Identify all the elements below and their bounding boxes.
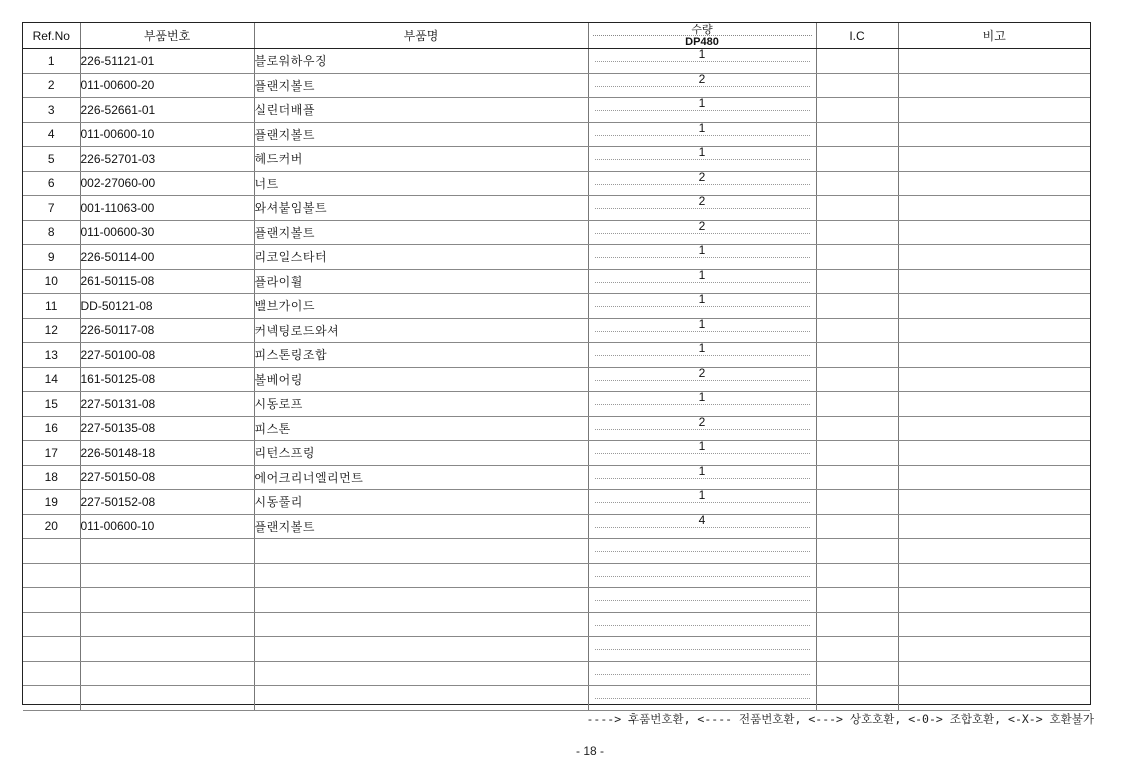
- ic-cell: [816, 686, 898, 711]
- ic-cell: [816, 49, 898, 74]
- ref-no-cell: 8: [23, 220, 80, 245]
- part-name-cell: [254, 563, 588, 588]
- part-name-header: 부품명: [254, 23, 588, 49]
- part-number-cell: 227-50131-08: [80, 392, 254, 417]
- remarks-cell: [898, 122, 1090, 147]
- quantity-value: 2: [698, 416, 706, 429]
- ref-no-cell: 6: [23, 171, 80, 196]
- part-name-cell: [254, 661, 588, 686]
- remarks-cell: [898, 269, 1090, 294]
- table-row: [23, 661, 1090, 686]
- remarks-cell: [898, 686, 1090, 711]
- table-row: [23, 318, 1090, 343]
- quantity-cell: [588, 612, 816, 637]
- ref-no-cell: [23, 588, 80, 613]
- part-name-cell: 피스톤링조합: [254, 343, 588, 368]
- remarks-cell: [898, 49, 1090, 74]
- dotted-divider: [595, 257, 810, 258]
- part-number-cell: [80, 661, 254, 686]
- table-row: [23, 392, 1090, 417]
- table-row: [23, 294, 1090, 319]
- ic-cell: [816, 245, 898, 270]
- quantity-value: 2: [698, 73, 706, 86]
- part-name-cell: 플랜지볼트: [254, 73, 588, 98]
- quantity-value: 1: [698, 48, 706, 61]
- table-row: [23, 416, 1090, 441]
- ref-no-cell: 12: [23, 318, 80, 343]
- ref-no-cell: 5: [23, 147, 80, 172]
- ref-no-cell: 4: [23, 122, 80, 147]
- ic-cell: [816, 122, 898, 147]
- dotted-divider: [595, 404, 810, 405]
- quantity-value: 1: [698, 318, 706, 331]
- part-number-cell: 002-27060-00: [80, 171, 254, 196]
- remarks-cell: [898, 392, 1090, 417]
- part-name-cell: 헤드커버: [254, 147, 588, 172]
- part-number-cell: 227-50150-08: [80, 465, 254, 490]
- ic-cell: [816, 563, 898, 588]
- ref-no-cell: [23, 539, 80, 564]
- table-row: [23, 637, 1090, 662]
- ic-cell: [816, 196, 898, 221]
- part-number-cell: 227-50100-08: [80, 343, 254, 368]
- remarks-cell: [898, 245, 1090, 270]
- model-label: DP480: [593, 35, 812, 48]
- dotted-divider: [595, 184, 810, 185]
- quantity-cell: [588, 367, 816, 392]
- quantity-value: 1: [698, 244, 706, 257]
- dotted-divider: [595, 110, 810, 111]
- table-row: [23, 245, 1090, 270]
- ref-no-cell: 19: [23, 490, 80, 515]
- dotted-divider: [595, 600, 810, 601]
- ic-cell: [816, 171, 898, 196]
- ic-cell: [816, 441, 898, 466]
- ref-no-cell: 9: [23, 245, 80, 270]
- part-number-cell: [80, 539, 254, 564]
- remarks-header: 비고: [898, 23, 1090, 49]
- ic-cell: [816, 220, 898, 245]
- ref-no-cell: 17: [23, 441, 80, 466]
- quantity-header: [588, 23, 816, 49]
- quantity-cell: [588, 441, 816, 466]
- part-number-cell: 011-00600-10: [80, 122, 254, 147]
- table-row: [23, 122, 1090, 147]
- quantity-cell: [588, 98, 816, 123]
- quantity-cell: [588, 196, 816, 221]
- part-number-cell: 226-51121-01: [80, 49, 254, 74]
- quantity-cell: [588, 318, 816, 343]
- ref-no-cell: 7: [23, 196, 80, 221]
- ic-cell: [816, 612, 898, 637]
- table-row: [23, 441, 1090, 466]
- part-name-cell: 볼베어링: [254, 367, 588, 392]
- dotted-divider: [595, 649, 810, 650]
- ic-cell: [816, 147, 898, 172]
- quantity-cell: [588, 147, 816, 172]
- quantity-cell: [588, 416, 816, 441]
- table-row: [23, 73, 1090, 98]
- quantity-cell: [588, 661, 816, 686]
- ic-cell: [816, 294, 898, 319]
- part-name-cell: 너트: [254, 171, 588, 196]
- part-name-cell: [254, 588, 588, 613]
- dotted-divider: [595, 453, 810, 454]
- remarks-cell: [898, 539, 1090, 564]
- dotted-divider: [595, 135, 810, 136]
- ref-no-header: Ref.No: [23, 23, 80, 49]
- ref-no-cell: 10: [23, 269, 80, 294]
- ref-no-cell: 16: [23, 416, 80, 441]
- ic-cell: [816, 588, 898, 613]
- ref-no-cell: 1: [23, 49, 80, 74]
- ref-no-cell: 14: [23, 367, 80, 392]
- dotted-divider: [595, 331, 810, 332]
- part-number-cell: [80, 588, 254, 613]
- ref-no-cell: [23, 637, 80, 662]
- dotted-divider: [595, 282, 810, 283]
- quantity-cell: [588, 686, 816, 711]
- part-name-cell: 커넥팅로드와셔: [254, 318, 588, 343]
- ic-cell: [816, 514, 898, 539]
- table-row: [23, 196, 1090, 221]
- table-row: [23, 171, 1090, 196]
- ref-no-cell: [23, 563, 80, 588]
- part-name-cell: [254, 612, 588, 637]
- ref-no-cell: 13: [23, 343, 80, 368]
- quantity-value: 1: [698, 440, 706, 453]
- quantity-cell: [588, 539, 816, 564]
- dotted-divider: [595, 380, 810, 381]
- remarks-cell: [898, 220, 1090, 245]
- remarks-cell: [898, 343, 1090, 368]
- quantity-cell: [588, 49, 816, 74]
- ic-cell: [816, 73, 898, 98]
- quantity-value: 1: [698, 465, 706, 478]
- page-number: - 18 -: [575, 744, 604, 758]
- remarks-cell: [898, 465, 1090, 490]
- table-row: [23, 514, 1090, 539]
- ic-cell: [816, 318, 898, 343]
- quantity-value: 1: [698, 122, 706, 135]
- table-row: [23, 49, 1090, 74]
- quantity-value: 1: [698, 293, 706, 306]
- remarks-cell: [898, 563, 1090, 588]
- part-name-cell: 블로워하우징: [254, 49, 588, 74]
- dotted-divider: [595, 576, 810, 577]
- quantity-value: 1: [698, 269, 706, 282]
- part-number-cell: 001-11063-00: [80, 196, 254, 221]
- quantity-value: 4: [698, 514, 706, 527]
- quantity-value: 1: [698, 97, 706, 110]
- dotted-divider: [595, 355, 810, 356]
- remarks-cell: [898, 294, 1090, 319]
- part-name-cell: 피스톤: [254, 416, 588, 441]
- parts-list-sheet: [22, 22, 1091, 705]
- ic-cell: [816, 392, 898, 417]
- quantity-cell: [588, 73, 816, 98]
- part-name-cell: 리턴스프링: [254, 441, 588, 466]
- table-row: [23, 269, 1090, 294]
- ref-no-cell: [23, 686, 80, 711]
- remarks-cell: [898, 367, 1090, 392]
- part-number-cell: [80, 637, 254, 662]
- part-number-cell: [80, 563, 254, 588]
- part-name-cell: 와셔붙임볼트: [254, 196, 588, 221]
- table-row: [23, 465, 1090, 490]
- ref-no-cell: 11: [23, 294, 80, 319]
- ref-no-cell: [23, 661, 80, 686]
- ic-cell: [816, 416, 898, 441]
- dotted-divider: [595, 625, 810, 626]
- remarks-cell: [898, 196, 1090, 221]
- dotted-divider: [595, 674, 810, 675]
- part-name-cell: [254, 539, 588, 564]
- ic-cell: [816, 490, 898, 515]
- quantity-value: 2: [698, 220, 706, 233]
- parts-table: [23, 23, 1090, 711]
- dotted-divider: [595, 698, 810, 699]
- ic-header: I.C: [816, 23, 898, 49]
- quantity-cell: [588, 343, 816, 368]
- ref-no-cell: 15: [23, 392, 80, 417]
- dotted-divider: [595, 478, 810, 479]
- quantity-cell: [588, 171, 816, 196]
- quantity-cell: [588, 563, 816, 588]
- table-row: [23, 588, 1090, 613]
- dotted-divider: [595, 61, 810, 62]
- ic-cell: [816, 539, 898, 564]
- quantity-cell: [588, 514, 816, 539]
- dotted-divider: [595, 86, 810, 87]
- part-number-cell: 011-00600-30: [80, 220, 254, 245]
- dotted-divider: [595, 233, 810, 234]
- quantity-cell: [588, 122, 816, 147]
- ic-cell: [816, 98, 898, 123]
- quantity-value: 1: [698, 342, 706, 355]
- part-name-cell: 플랜지볼트: [254, 122, 588, 147]
- table-row: [23, 490, 1090, 515]
- quantity-value: 1: [698, 391, 706, 404]
- part-number-cell: 226-52661-01: [80, 98, 254, 123]
- part-number-cell: 226-50114-00: [80, 245, 254, 270]
- quantity-value: 2: [698, 195, 706, 208]
- remarks-cell: [898, 416, 1090, 441]
- remarks-cell: [898, 661, 1090, 686]
- quantity-cell: [588, 588, 816, 613]
- ic-cell: [816, 661, 898, 686]
- quantity-value: 1: [698, 146, 706, 159]
- table-header-row: [23, 23, 1090, 49]
- ic-cell: [816, 465, 898, 490]
- quantity-cell: [588, 269, 816, 294]
- part-number-cell: DD-50121-08: [80, 294, 254, 319]
- remarks-cell: [898, 171, 1090, 196]
- part-name-cell: 리코일스타터: [254, 245, 588, 270]
- dotted-divider: [595, 502, 810, 503]
- ref-no-cell: [23, 612, 80, 637]
- part-number-cell: 226-52701-03: [80, 147, 254, 172]
- quantity-cell: [588, 220, 816, 245]
- quantity-cell: [588, 392, 816, 417]
- remarks-cell: [898, 612, 1090, 637]
- dotted-divider: [595, 527, 810, 528]
- part-number-cell: 011-00600-20: [80, 73, 254, 98]
- quantity-value: 1: [698, 489, 706, 502]
- part-name-cell: 에어크리너엘리먼트: [254, 465, 588, 490]
- part-number-cell: 227-50152-08: [80, 490, 254, 515]
- remarks-cell: [898, 490, 1090, 515]
- ic-cell: [816, 367, 898, 392]
- ic-cell: [816, 343, 898, 368]
- table-row: [23, 539, 1090, 564]
- ref-no-cell: 2: [23, 73, 80, 98]
- table-row: [23, 612, 1090, 637]
- dotted-divider: [595, 159, 810, 160]
- quantity-cell: [588, 245, 816, 270]
- part-number-cell: 227-50135-08: [80, 416, 254, 441]
- remarks-cell: [898, 318, 1090, 343]
- part-name-cell: 플라이휠: [254, 269, 588, 294]
- table-row: [23, 98, 1090, 123]
- dotted-divider: [595, 551, 810, 552]
- part-number-cell: 161-50125-08: [80, 367, 254, 392]
- part-name-cell: [254, 686, 588, 711]
- remarks-cell: [898, 588, 1090, 613]
- table-row: [23, 367, 1090, 392]
- part-number-header: 부품번호: [80, 23, 254, 49]
- ic-cell: [816, 269, 898, 294]
- remarks-cell: [898, 147, 1090, 172]
- ref-no-cell: 3: [23, 98, 80, 123]
- dotted-divider: [595, 429, 810, 430]
- table-row: [23, 686, 1090, 711]
- table-row: [23, 147, 1090, 172]
- part-number-cell: 226-50117-08: [80, 318, 254, 343]
- table-row: [23, 220, 1090, 245]
- remarks-cell: [898, 514, 1090, 539]
- part-name-cell: 시동로프: [254, 392, 588, 417]
- part-number-cell: [80, 612, 254, 637]
- part-name-cell: 시동풀리: [254, 490, 588, 515]
- quantity-label: 수량: [691, 23, 713, 36]
- part-name-cell: 실린더배플: [254, 98, 588, 123]
- quantity-cell: [588, 637, 816, 662]
- quantity-value: 2: [698, 367, 706, 380]
- part-number-cell: 261-50115-08: [80, 269, 254, 294]
- part-number-cell: [80, 686, 254, 711]
- ref-no-cell: 18: [23, 465, 80, 490]
- remarks-cell: [898, 441, 1090, 466]
- remarks-cell: [898, 637, 1090, 662]
- part-name-cell: 밸브가이드: [254, 294, 588, 319]
- ref-no-cell: 20: [23, 514, 80, 539]
- dotted-divider: [595, 208, 810, 209]
- quantity-cell: [588, 490, 816, 515]
- table-row: [23, 343, 1090, 368]
- remarks-cell: [898, 98, 1090, 123]
- part-number-cell: 226-50148-18: [80, 441, 254, 466]
- part-name-cell: 플랜지볼트: [254, 220, 588, 245]
- quantity-cell: [588, 294, 816, 319]
- interchangeability-legend: ----> 후품번호환, <---- 전품번호환, <---> 상호호환, <-0-> 조합호환, <-X-> 호환불가: [586, 712, 1094, 726]
- quantity-value: 2: [698, 171, 706, 184]
- table-row: [23, 563, 1090, 588]
- part-name-cell: [254, 637, 588, 662]
- ic-cell: [816, 637, 898, 662]
- part-name-cell: 플랜지볼트: [254, 514, 588, 539]
- remarks-cell: [898, 73, 1090, 98]
- dotted-divider: [595, 306, 810, 307]
- part-number-cell: 011-00600-10: [80, 514, 254, 539]
- quantity-cell: [588, 465, 816, 490]
